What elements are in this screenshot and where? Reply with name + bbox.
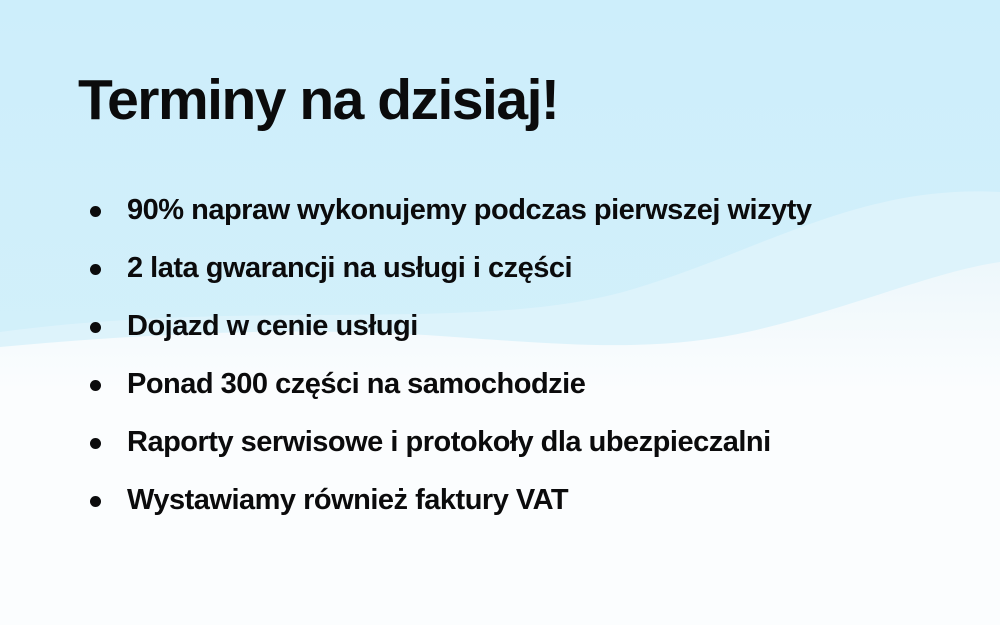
bullet-text: Wystawiamy również faktury VAT [127,484,569,516]
bullet-dot-icon [90,496,101,507]
bullet-dot-icon [90,206,101,217]
list-item [90,367,812,402]
list-item [90,251,812,286]
bullet-dot-icon [90,264,101,275]
bullet-dot-icon [90,438,101,449]
list-item [90,193,812,228]
bullet-text: Raporty serwisowe i protokoły dla ubezpieczalni [127,426,771,458]
slide-title: Terminy na dzisiaj! [78,68,559,132]
bullet-text: Dojazd w cenie usługi [127,310,418,342]
bullet-text: 90% napraw wykonujemy podczas pierwszej wizyty [127,194,812,226]
list-item [90,483,812,518]
bullet-list [90,193,812,541]
list-item [90,425,812,460]
list-item [90,309,812,344]
bullet-dot-icon [90,322,101,333]
bullet-text: 2 lata gwarancji na usługi i części [127,252,573,284]
bullet-dot-icon [90,380,101,391]
bullet-text: Ponad 300 części na samochodzie [127,368,586,400]
